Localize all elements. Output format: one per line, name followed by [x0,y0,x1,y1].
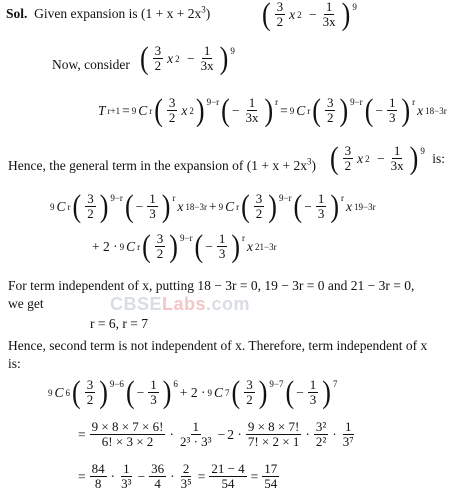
frac-den: 3⁵ [180,476,192,491]
result-row: = $\frac{84}{8}$ · $\frac{1}{\text{3³}}$ − $\frac{36}{4}$ · $\frac{2}{\text{3⁵}}$ = $\frac{21 - 4}{54}$ = $\frac{17}{54}$ [78,461,278,491]
frac-num: 84 [91,461,105,476]
x-var: x [289,6,296,22]
frac-den: 8 [94,476,102,491]
is-text: is: [432,150,445,166]
x-var: x [357,150,364,166]
minus-sign: − [217,426,226,442]
frac-num: 1 [203,43,211,58]
frac-den: 3 [149,206,156,221]
c-symbol: C [56,198,66,214]
frac-den: 2 [326,110,334,125]
frac-den: 2³ · 3³ [179,434,212,449]
frac-den: 2 [87,206,94,221]
frac-num: 9 × 8 × 7 × 6! [91,419,164,434]
frac-num: 3² [315,419,327,434]
frac-den: 2 [168,110,176,125]
r-values: r = 6, r = 7 [90,316,148,331]
solution-label: Sol. [6,6,28,21]
frac-num: 1 [388,95,396,110]
cube-exp: 3 [307,156,312,167]
frac-den: 6! × 3 × 2 [101,434,154,449]
minus-sign: − [309,6,317,22]
frac-den: 3x [200,58,214,73]
minus-sign: − [187,50,195,66]
given-close: ) [205,6,211,21]
frac-num: 17 [264,461,278,476]
expansion-row-2: + 2 · 9 C r ( $\frac{3}{2}$ ) $^{9-r}$ ( − $\frac{1}{3}$ ) $^r$ x 21−3r [92,228,277,264]
equals: = [280,102,288,118]
frac-num: 1 [248,95,256,110]
frac-den: 54 [264,476,278,491]
frac-num: 3 [255,191,263,206]
frac-den: 3 [317,206,325,221]
frac-den: 2 [156,246,164,261]
minus-sign: − [135,198,144,214]
frac-num: 3 [87,191,94,206]
x-var: x [247,238,254,254]
x-var: x [417,102,424,118]
frac-den: 2 [344,158,352,173]
minus-sign: − [136,384,145,400]
frac-num: 36 [151,461,165,476]
frac-num: 9 × 8 × 7! [247,419,300,434]
frac-den: 4 [154,476,161,491]
frac-den: 2 [154,58,162,73]
plus-two: + 2 · [92,238,118,254]
frac-den: 2 [255,206,263,221]
hence-second-text: Hence, second term is not independent of x. Therefore, term independent of x [8,338,428,353]
minus-sign: − [205,238,213,254]
hence-bracket: ( $\frac{3}{2}$ x 2 − $\frac{1}{3x}$ ) $^9$ is: [330,140,445,176]
equals: = [78,426,86,442]
frac-num: 3 [276,0,284,14]
for-term-text: For term independent of x, putting 18 − 3r = 0, 19 − 3r = 0 and 21 − 3r = 0, [8,278,415,293]
hence-general-text: Hence, the general term in the expansion of $(1 + x + 2x^3)$ [8,156,317,173]
plus-two: + 2 · [179,384,206,400]
watermark: CBSELabs.com [110,294,251,314]
frac-num: 1 [393,143,401,158]
frac-den: 3 [388,110,396,125]
equals: = [250,468,259,484]
frac-den: 3x [390,158,404,173]
frac-num: 1 [150,377,157,392]
minus-sign: − [375,102,383,118]
equals: = [122,102,130,118]
c-symbol: C [54,384,64,400]
frac-den: 3 [150,392,157,407]
frac-den: 3⁷ [342,434,354,449]
frac-den: 2² [315,434,327,449]
frac-den: 3 [309,392,317,407]
equals: = [197,468,206,484]
c-symbol: C [225,198,235,214]
minus-sign: − [304,198,312,214]
frac-den: 3x [245,110,259,125]
hence-general: Hence, the general term in the expansion of (1 + x + 2x [8,158,308,173]
solution-intro [6,6,210,22]
frac-den: 2 [86,392,94,407]
frac-den: 2 [246,392,253,407]
frac-den: 3 [218,246,226,261]
c-symbol: C [138,102,148,118]
given-bracket: ( $\frac{3}{2}$ x 2 − $\frac{1}{3x}$ ) $^9$ [262,0,357,32]
c-symbol: C [296,102,306,118]
now-consider: Now, consider [52,57,130,72]
frac-num: 3 [344,143,352,158]
minus-sign: − [377,150,385,166]
cube-exp: 3 [201,4,206,15]
frac-num: 1 [325,0,333,14]
frac-num: 1 [192,419,200,434]
computation-row: 9 C 6 ( $\frac{3}{2}$ ) $^{9-6}$ ( − $\frac{1}{3}$ ) $^6$ + 2 · 9 C 7 ( $\frac{3}{2}$ ) $^{9-7}$ ( − $\frac{1}{3}$ ) $^7$ [48,374,338,410]
minus-sign: − [296,384,304,400]
given-text: Given expansion is (1 + x + 2x [34,6,202,21]
minus-sign: − [231,102,240,118]
factorial-row: = $\frac{9 \times 8 \times 7 \times 6!}{6! \times 3 \times 2}$ · $\frac{1}{\text{2³ · 3³}}$ − 2 · $\frac{9 \times 8 \times 7!}{7! \times 2 \times 1}$ · $\frac{\text{3²}}{\text{2²}}$ · $\frac{1}{\text{3⁷}}$ [78,419,354,449]
x-var: x [346,198,353,214]
frac-num: 3 [168,95,176,110]
plus-sign: + [208,198,217,214]
frac-num: 1 [123,461,130,476]
frac-den: 7! × 2 × 1 [247,434,300,449]
frac-num: 1 [218,231,226,246]
frac-num: 1 [317,191,325,206]
minus-sign: − [137,468,146,484]
frac-den: 54 [221,476,235,491]
x-var: x [181,102,188,118]
equals: = [78,468,86,484]
frac-num: 1 [149,191,156,206]
frac-num: 3 [326,95,334,110]
frac-den: 3³ [121,476,132,491]
frac-num: 3 [156,231,164,246]
x-var: x [167,50,174,66]
frac-num: 3 [86,377,94,392]
we-get-text: we get [8,296,44,311]
c-symbol: C [126,238,136,254]
c-symbol: C [214,384,224,400]
general-term-formula: T r+1 = 9 C r ( $\frac{3}{2}$ x 2 ) $^{9-r}$ ( − $\frac{1}{3x}$ ) $^r$ = 9 C r ( $\frac{3}{2}$ ) $^{9-r}$ ( − $\frac{1}{3}$ ) $^r$ x 18−3r [98,92,447,128]
frac-den: 2 [276,14,284,29]
frac-num: 2 [182,461,190,476]
frac-num: 3 [154,43,162,58]
t-symbol: T [98,102,106,118]
is-label: is: [8,356,21,371]
frac-den: 3x [322,14,336,29]
frac-num: 21 − 4 [211,461,245,476]
frac-num: 3 [246,377,253,392]
frac-num: 1 [345,419,352,434]
frac-num: 1 [309,377,317,392]
x-var: x [177,198,184,214]
expansion-row-1: 9 C r ( $\frac{3}{2}$ ) $^{9-r}$ ( − $\frac{1}{3}$ ) $^r$ x 18−3r + 9 C r ( $\frac{3}{2}$ ) $^{9-r}$ ( − $\frac{1}{3}$ ) $^r$ x 19−3r [50,188,376,224]
consider-bracket: ( $\frac{3}{2}$ x 2 − $\frac{1}{3x}$ ) $^9$ [140,40,235,76]
